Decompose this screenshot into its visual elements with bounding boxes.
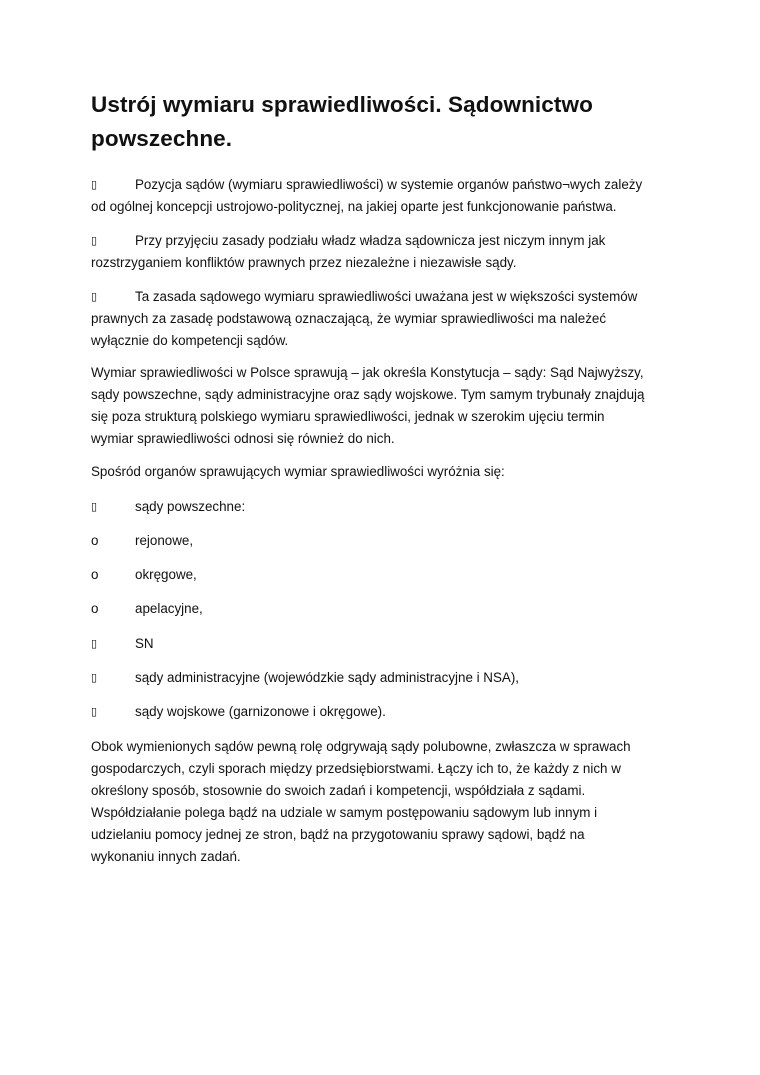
paragraph-line: od ogólnej koncepcji ustrojowo-politycznej, na jakiej oparte jest funkcjonowanie państwa.	[91, 199, 617, 214]
title-line-2: powszechne.	[91, 126, 233, 151]
bullet-circle-icon: o	[91, 533, 99, 548]
list-item	[91, 530, 193, 552]
body-paragraph: Spośród organów sprawujących wymiar sprawiedliwości wyróżnia się:	[91, 464, 505, 479]
paragraph-line: wymiar sprawiedliwości odnosi się również do nich.	[91, 431, 395, 446]
list-item	[91, 564, 197, 586]
list-item-text: sądy wojskowe (garnizonowe i okręgowe).	[135, 704, 386, 719]
paragraph-line: prawnych za zasadę podstawową oznaczającą, że wymiar sprawiedliwości ma należeć	[91, 311, 607, 326]
bullet-box-icon: ▯	[91, 638, 98, 650]
list-item-text: SN	[135, 636, 154, 651]
list-item-text: rejonowe,	[135, 533, 194, 548]
list-item-text: okręgowe,	[135, 567, 197, 582]
bullet-paragraph	[91, 230, 676, 274]
list-item-text: sądy powszechne:	[135, 499, 246, 514]
list-item	[91, 633, 154, 655]
bullet-paragraph	[91, 174, 676, 218]
paragraph-line: Pozycja sądów (wymiaru sprawiedliwości) w systemie organów państwo¬wych zależy	[135, 177, 643, 192]
paragraph-line: udzielaniu pomocy jednej ze stron, bądź na przygotowaniu sprawy sądowi, bądź na	[91, 827, 585, 842]
bullet-paragraph	[91, 286, 676, 352]
paragraph-line: Współdziałanie polega bądź na udziale w samym postępowaniu sądowym lub innym i	[91, 805, 598, 820]
bullet-box-icon: ▯	[91, 706, 98, 718]
paragraph-line: Ta zasada sądowego wymiaru sprawiedliwości uważana jest w większości systemów	[135, 289, 638, 304]
paragraph-line: gospodarczych, czyli sporach między przedsiębiorstwami. Łączy ich to, że każdy z nich w	[91, 761, 621, 776]
paragraph-line: określony sposób, stosownie do swoich zadań i kompetencji, współdziała z sądami.	[91, 783, 586, 798]
paragraph-line: Wymiar sprawiedliwości w Polsce sprawują – jak określa Konstytucja – sądy: Sąd Najwyższy,	[91, 365, 644, 380]
list-item	[91, 667, 519, 689]
title-line-1: Ustrój wymiaru sprawiedliwości. Sądownictwo	[91, 92, 593, 117]
bullet-box-icon: ▯	[91, 179, 98, 191]
list-item	[91, 496, 245, 518]
paragraph-line: Obok wymienionych sądów pewną rolę odgrywają sądy polubowne, zwłaszcza w sprawach	[91, 739, 631, 754]
bullet-box-icon: ▯	[91, 501, 98, 513]
bullet-box-icon: ▯	[91, 235, 98, 247]
list-item	[91, 598, 203, 620]
body-paragraph	[91, 362, 676, 450]
bullet-circle-icon: o	[91, 601, 99, 616]
list-item	[91, 701, 386, 723]
list-item-text: sądy administracyjne (wojewódzkie sądy administracyjne i NSA),	[135, 670, 520, 685]
bullet-circle-icon: o	[91, 567, 99, 582]
paragraph-line: Przy przyjęciu zasady podziału władz władza sądownicza jest niczym innym jak	[135, 233, 606, 248]
bullet-box-icon: ▯	[91, 672, 98, 684]
paragraph-line: się poza strukturą polskiego wymiaru sprawiedliwości, jednak w szerokim ujęciu termin	[91, 409, 605, 424]
document-title	[91, 88, 681, 156]
paragraph-line: sądy powszechne, sądy administracyjne oraz sądy wojskowe. Tym samym trybunały znajdują	[91, 387, 645, 402]
list-item-text: apelacyjne,	[135, 601, 203, 616]
paragraph-line: wykonaniu innych zadań.	[91, 849, 241, 864]
paragraph-line: rozstrzyganiem konfliktów prawnych przez niezależne i niezawisłe sądy.	[91, 255, 517, 270]
body-paragraph	[91, 736, 676, 868]
paragraph-line: wyłącznie do kompetencji sądów.	[91, 333, 289, 348]
bullet-box-icon: ▯	[91, 291, 98, 303]
